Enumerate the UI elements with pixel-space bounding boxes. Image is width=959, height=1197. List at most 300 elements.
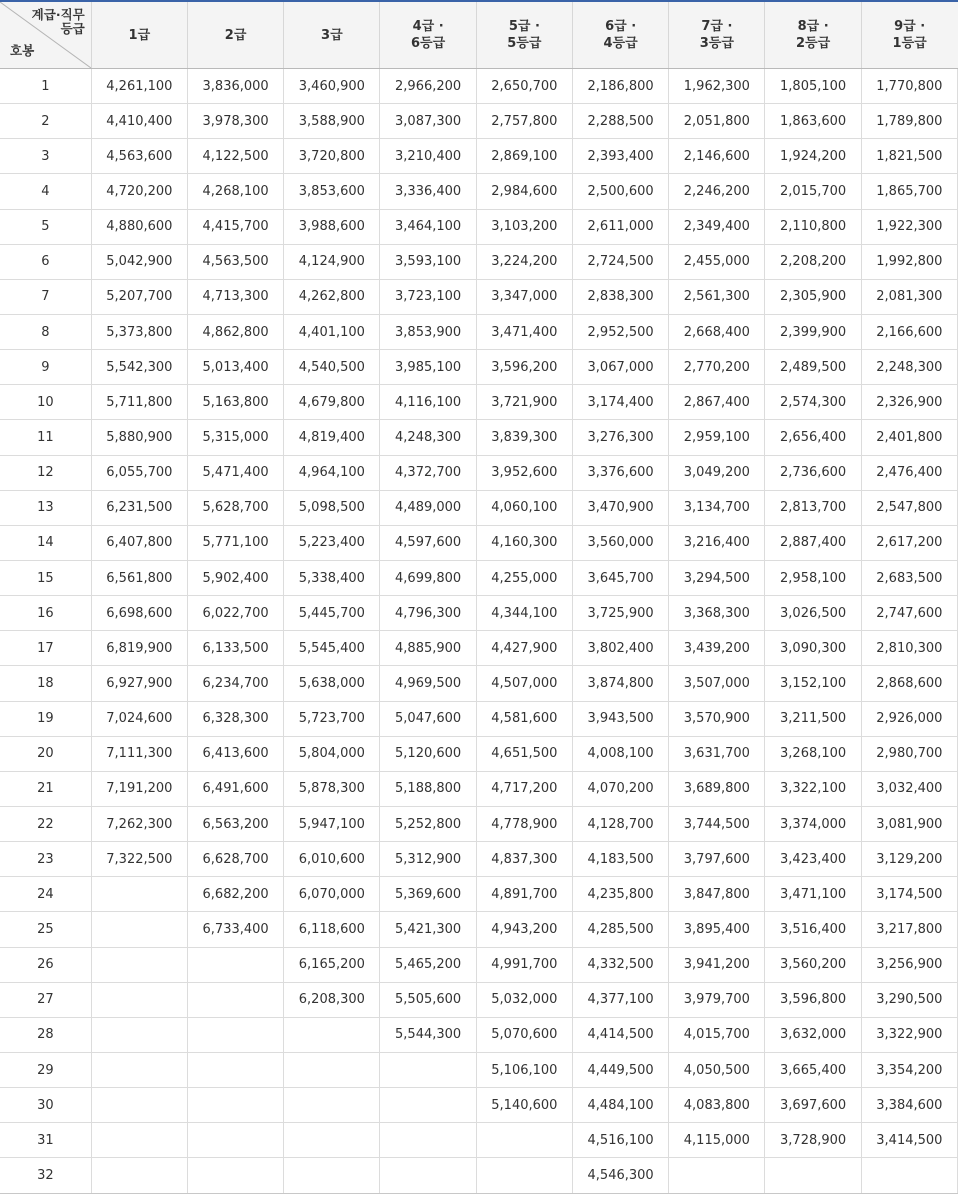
salary-cell: 4,484,100	[572, 1088, 668, 1123]
grade-axis-label-line1: 계급·직무	[31, 7, 85, 22]
salary-cell: 4,122,500	[187, 139, 283, 174]
salary-cell: 2,305,900	[765, 279, 861, 314]
salary-cell: 6,118,600	[284, 912, 380, 947]
salary-cell: 6,165,200	[284, 947, 380, 982]
salary-cell: 3,570,900	[669, 701, 765, 736]
salary-cell: 2,051,800	[669, 104, 765, 139]
salary-cell: 2,926,000	[861, 701, 957, 736]
column-header	[284, 1, 380, 69]
step-number-cell: 21	[0, 771, 91, 806]
salary-cell: 3,853,600	[284, 174, 380, 209]
salary-cell: 2,959,100	[669, 420, 765, 455]
salary-cell: 3,631,700	[669, 736, 765, 771]
salary-cell: 3,276,300	[572, 420, 668, 455]
salary-cell: 5,120,600	[380, 736, 476, 771]
salary-cell: 5,638,000	[284, 666, 380, 701]
salary-cell: 2,393,400	[572, 139, 668, 174]
salary-cell: 6,231,500	[91, 490, 187, 525]
salary-cell: 4,414,500	[572, 1017, 668, 1052]
column-header-line1: 6급 ·	[605, 19, 637, 34]
column-header-line2: 2등급	[796, 36, 831, 51]
salary-cell: 4,516,100	[572, 1123, 668, 1158]
step-number-cell: 5	[0, 209, 91, 244]
salary-cell: 3,322,100	[765, 771, 861, 806]
salary-cell	[380, 1123, 476, 1158]
salary-cell: 3,049,200	[669, 455, 765, 490]
salary-cell: 5,312,900	[380, 842, 476, 877]
table-row	[0, 1158, 958, 1193]
table-row	[0, 947, 958, 982]
step-number-cell: 29	[0, 1052, 91, 1087]
salary-cell: 2,489,500	[765, 350, 861, 385]
salary-cell: 3,103,200	[476, 209, 572, 244]
salary-cell: 4,489,000	[380, 490, 476, 525]
salary-cell: 4,008,100	[572, 736, 668, 771]
salary-cell: 1,865,700	[861, 174, 957, 209]
salary-cell: 4,116,100	[380, 385, 476, 420]
salary-cell: 3,560,200	[765, 947, 861, 982]
salary-cell: 4,262,800	[284, 279, 380, 314]
step-number-cell: 3	[0, 139, 91, 174]
salary-cell: 3,087,300	[380, 104, 476, 139]
salary-cell: 4,563,600	[91, 139, 187, 174]
salary-cell: 4,699,800	[380, 560, 476, 595]
salary-cell: 2,810,300	[861, 631, 957, 666]
salary-cell: 4,891,700	[476, 877, 572, 912]
salary-cell: 3,596,200	[476, 350, 572, 385]
table-row	[0, 525, 958, 560]
salary-cell	[669, 1158, 765, 1193]
salary-cell: 5,505,600	[380, 982, 476, 1017]
salary-cell: 6,055,700	[91, 455, 187, 490]
salary-cell: 3,294,500	[669, 560, 765, 595]
column-header-line1: 9급 ·	[894, 19, 926, 34]
salary-cell: 3,689,800	[669, 771, 765, 806]
salary-cell: 3,439,200	[669, 631, 765, 666]
salary-cell: 1,922,300	[861, 209, 957, 244]
grade-axis-label	[32, 8, 85, 36]
salary-cell: 6,682,200	[187, 877, 283, 912]
salary-cell: 5,880,900	[91, 420, 187, 455]
salary-cell: 4,401,100	[284, 314, 380, 349]
salary-cell: 6,133,500	[187, 631, 283, 666]
column-header	[187, 1, 283, 69]
salary-cell: 1,789,800	[861, 104, 957, 139]
table-row	[0, 314, 958, 349]
step-number-cell: 7	[0, 279, 91, 314]
salary-cell: 3,374,000	[765, 806, 861, 841]
column-header-line2: 6등급	[411, 36, 446, 51]
salary-cell: 3,081,900	[861, 806, 957, 841]
salary-cell: 4,943,200	[476, 912, 572, 947]
step-number-cell: 2	[0, 104, 91, 139]
salary-cell: 3,368,300	[669, 596, 765, 631]
salary-cell: 3,725,900	[572, 596, 668, 631]
salary-cell: 5,902,400	[187, 560, 283, 595]
salary-cell: 2,869,100	[476, 139, 572, 174]
salary-cell: 2,736,600	[765, 455, 861, 490]
salary-cell: 3,723,100	[380, 279, 476, 314]
salary-cell: 2,770,200	[669, 350, 765, 385]
salary-cell: 2,650,700	[476, 69, 572, 104]
table-row	[0, 279, 958, 314]
salary-cell: 4,248,300	[380, 420, 476, 455]
salary-cell: 3,224,200	[476, 244, 572, 279]
salary-cell: 3,665,400	[765, 1052, 861, 1087]
salary-cell: 3,174,400	[572, 385, 668, 420]
salary-cell: 6,022,700	[187, 596, 283, 631]
salary-cell: 5,070,600	[476, 1017, 572, 1052]
salary-cell: 3,347,000	[476, 279, 572, 314]
salary-cell	[861, 1158, 957, 1193]
step-number-cell: 12	[0, 455, 91, 490]
salary-cell: 5,207,700	[91, 279, 187, 314]
salary-cell: 4,507,000	[476, 666, 572, 701]
salary-cell: 5,188,800	[380, 771, 476, 806]
salary-cell: 3,588,900	[284, 104, 380, 139]
salary-cell: 3,507,000	[669, 666, 765, 701]
salary-cell	[91, 1123, 187, 1158]
salary-cell: 3,464,100	[380, 209, 476, 244]
salary-cell: 1,770,800	[861, 69, 957, 104]
step-number-cell: 31	[0, 1123, 91, 1158]
salary-cell: 2,110,800	[765, 209, 861, 244]
salary-cell	[91, 877, 187, 912]
salary-cell: 5,542,300	[91, 350, 187, 385]
salary-cell: 1,863,600	[765, 104, 861, 139]
step-number-cell: 10	[0, 385, 91, 420]
salary-cell	[187, 1017, 283, 1052]
table-row	[0, 69, 958, 104]
salary-cell: 3,354,200	[861, 1052, 957, 1087]
salary-cell: 5,252,800	[380, 806, 476, 841]
salary-cell: 1,992,800	[861, 244, 957, 279]
step-number-cell: 4	[0, 174, 91, 209]
salary-cell: 4,415,700	[187, 209, 283, 244]
salary-cell: 5,465,200	[380, 947, 476, 982]
salary-cell: 4,713,300	[187, 279, 283, 314]
salary-cell: 3,268,100	[765, 736, 861, 771]
table-row	[0, 1052, 958, 1087]
salary-cell: 4,563,500	[187, 244, 283, 279]
salary-cell: 7,262,300	[91, 806, 187, 841]
table-row	[0, 631, 958, 666]
salary-cell: 5,723,700	[284, 701, 380, 736]
salary-cell: 2,813,700	[765, 490, 861, 525]
salary-cell: 4,862,800	[187, 314, 283, 349]
salary-cell: 4,679,800	[284, 385, 380, 420]
table-row	[0, 209, 958, 244]
salary-cell: 4,837,300	[476, 842, 572, 877]
step-number-cell: 14	[0, 525, 91, 560]
salary-cell	[187, 1088, 283, 1123]
salary-cell	[91, 1158, 187, 1193]
step-number-cell: 24	[0, 877, 91, 912]
column-header-line1: 1급	[128, 27, 151, 43]
salary-cell: 3,853,900	[380, 314, 476, 349]
salary-cell: 4,969,500	[380, 666, 476, 701]
salary-cell: 4,546,300	[572, 1158, 668, 1193]
salary-cell: 5,471,400	[187, 455, 283, 490]
salary-cell: 4,540,500	[284, 350, 380, 385]
salary-cell: 3,697,600	[765, 1088, 861, 1123]
table-row	[0, 596, 958, 631]
step-number-cell: 8	[0, 314, 91, 349]
salary-cell: 7,111,300	[91, 736, 187, 771]
salary-cell: 5,013,400	[187, 350, 283, 385]
salary-cell: 4,410,400	[91, 104, 187, 139]
step-number-cell: 9	[0, 350, 91, 385]
salary-cell: 3,134,700	[669, 490, 765, 525]
column-header-line1: 5급 ·	[508, 19, 540, 34]
column-header-line1: 7급 ·	[701, 19, 733, 34]
salary-cell: 7,024,600	[91, 701, 187, 736]
salary-cell: 3,460,900	[284, 69, 380, 104]
corner-header-cell	[0, 1, 91, 69]
salary-cell: 2,476,400	[861, 455, 957, 490]
header-row	[0, 1, 958, 69]
salary-cell: 6,698,600	[91, 596, 187, 631]
salary-cell: 4,332,500	[572, 947, 668, 982]
step-number-cell: 13	[0, 490, 91, 525]
salary-cell: 2,547,800	[861, 490, 957, 525]
salary-cell: 3,744,500	[669, 806, 765, 841]
salary-cell	[91, 1088, 187, 1123]
salary-cell: 4,427,900	[476, 631, 572, 666]
salary-cell: 3,216,400	[669, 525, 765, 560]
salary-cell: 4,717,200	[476, 771, 572, 806]
salary-cell: 3,090,300	[765, 631, 861, 666]
salary-cell: 2,500,600	[572, 174, 668, 209]
salary-cell: 2,246,200	[669, 174, 765, 209]
salary-cell: 3,802,400	[572, 631, 668, 666]
salary-cell: 4,796,300	[380, 596, 476, 631]
salary-cell: 6,819,900	[91, 631, 187, 666]
table-row	[0, 701, 958, 736]
salary-cell: 3,516,400	[765, 912, 861, 947]
salary-cell: 4,261,100	[91, 69, 187, 104]
salary-cell: 2,146,600	[669, 139, 765, 174]
step-number-cell: 15	[0, 560, 91, 595]
salary-cell: 6,628,700	[187, 842, 283, 877]
salary-cell: 2,561,300	[669, 279, 765, 314]
salary-cell	[187, 1158, 283, 1193]
salary-cell: 2,455,000	[669, 244, 765, 279]
table-row	[0, 385, 958, 420]
salary-cell: 2,248,300	[861, 350, 957, 385]
salary-cell	[284, 1088, 380, 1123]
table-row	[0, 771, 958, 806]
salary-cell: 2,326,900	[861, 385, 957, 420]
salary-cell: 3,322,900	[861, 1017, 957, 1052]
salary-cell: 3,895,400	[669, 912, 765, 947]
column-header	[91, 1, 187, 69]
salary-cell: 2,208,200	[765, 244, 861, 279]
table-row	[0, 806, 958, 841]
salary-cell: 2,757,800	[476, 104, 572, 139]
salary-cell: 4,778,900	[476, 806, 572, 841]
table-row	[0, 560, 958, 595]
salary-cell: 3,152,100	[765, 666, 861, 701]
salary-cell: 1,805,100	[765, 69, 861, 104]
salary-cell: 3,336,400	[380, 174, 476, 209]
salary-cell: 3,943,500	[572, 701, 668, 736]
salary-cell: 5,223,400	[284, 525, 380, 560]
salary-cell: 3,414,500	[861, 1123, 957, 1158]
salary-cell: 3,941,200	[669, 947, 765, 982]
salary-cell: 3,839,300	[476, 420, 572, 455]
salary-cell: 4,285,500	[572, 912, 668, 947]
salary-cell	[91, 912, 187, 947]
salary-cell	[187, 1123, 283, 1158]
salary-cell: 5,373,800	[91, 314, 187, 349]
salary-cell: 3,978,300	[187, 104, 283, 139]
salary-cell: 3,471,400	[476, 314, 572, 349]
salary-cell: 2,668,400	[669, 314, 765, 349]
salary-cell: 4,372,700	[380, 455, 476, 490]
salary-cell: 2,958,100	[765, 560, 861, 595]
salary-cell	[187, 947, 283, 982]
salary-cell	[284, 1123, 380, 1158]
salary-cell: 2,984,600	[476, 174, 572, 209]
salary-cell: 3,032,400	[861, 771, 957, 806]
salary-cell: 2,656,400	[765, 420, 861, 455]
step-number-cell: 27	[0, 982, 91, 1017]
salary-cell: 3,979,700	[669, 982, 765, 1017]
salary-cell: 2,966,200	[380, 69, 476, 104]
salary-cell: 5,106,100	[476, 1052, 572, 1087]
column-header-line2: 3등급	[699, 36, 734, 51]
salary-cell: 4,015,700	[669, 1017, 765, 1052]
salary-cell: 2,724,500	[572, 244, 668, 279]
table-row	[0, 455, 958, 490]
salary-cell: 5,545,400	[284, 631, 380, 666]
salary-cell: 3,836,000	[187, 69, 283, 104]
salary-cell: 4,885,900	[380, 631, 476, 666]
salary-cell: 5,804,000	[284, 736, 380, 771]
table-row	[0, 842, 958, 877]
table-row	[0, 912, 958, 947]
salary-cell: 4,581,600	[476, 701, 572, 736]
salary-cell	[380, 1052, 476, 1087]
salary-cell: 3,596,800	[765, 982, 861, 1017]
salary-cell: 2,166,600	[861, 314, 957, 349]
salary-cell	[91, 947, 187, 982]
salary-cell: 4,991,700	[476, 947, 572, 982]
salary-cell: 2,611,000	[572, 209, 668, 244]
salary-cell: 3,721,900	[476, 385, 572, 420]
salary-cell: 3,470,900	[572, 490, 668, 525]
column-header-line1: 8급 ·	[797, 19, 829, 34]
salary-cell: 4,377,100	[572, 982, 668, 1017]
salary-cell: 2,399,900	[765, 314, 861, 349]
salary-cell: 4,160,300	[476, 525, 572, 560]
table-body	[0, 69, 958, 1194]
salary-cell: 5,140,600	[476, 1088, 572, 1123]
salary-cell: 4,720,200	[91, 174, 187, 209]
salary-cell: 5,042,900	[91, 244, 187, 279]
salary-cell: 3,874,800	[572, 666, 668, 701]
salary-cell: 6,407,800	[91, 525, 187, 560]
salary-cell: 2,747,600	[861, 596, 957, 631]
salary-cell	[91, 982, 187, 1017]
salary-cell: 3,645,700	[572, 560, 668, 595]
salary-cell: 4,060,100	[476, 490, 572, 525]
salary-cell: 5,544,300	[380, 1017, 476, 1052]
salary-cell: 2,401,800	[861, 420, 957, 455]
salary-cell	[284, 1017, 380, 1052]
salary-cell: 4,115,000	[669, 1123, 765, 1158]
step-number-cell: 30	[0, 1088, 91, 1123]
salary-cell: 3,988,600	[284, 209, 380, 244]
salary-cell	[765, 1158, 861, 1193]
salary-cell: 4,880,600	[91, 209, 187, 244]
salary-cell: 3,217,800	[861, 912, 957, 947]
salary-cell: 6,234,700	[187, 666, 283, 701]
salary-cell: 6,070,000	[284, 877, 380, 912]
salary-cell: 4,050,500	[669, 1052, 765, 1087]
salary-cell: 4,183,500	[572, 842, 668, 877]
salary-cell: 5,711,800	[91, 385, 187, 420]
salary-cell: 3,211,500	[765, 701, 861, 736]
salary-cell: 2,887,400	[765, 525, 861, 560]
salary-cell	[187, 1052, 283, 1087]
salary-cell: 5,098,500	[284, 490, 380, 525]
salary-cell: 5,947,100	[284, 806, 380, 841]
salary-cell	[284, 1158, 380, 1193]
salary-cell: 2,015,700	[765, 174, 861, 209]
column-header-line1: 3급	[321, 27, 343, 43]
salary-cell: 4,083,800	[669, 1088, 765, 1123]
salary-cell: 4,344,100	[476, 596, 572, 631]
step-number-cell: 1	[0, 69, 91, 104]
salary-cell	[476, 1158, 572, 1193]
column-header-line1: 4급 ·	[412, 19, 444, 34]
salary-cell: 2,838,300	[572, 279, 668, 314]
salary-cell: 5,445,700	[284, 596, 380, 631]
salary-cell	[380, 1088, 476, 1123]
salary-cell: 3,026,500	[765, 596, 861, 631]
table-row	[0, 104, 958, 139]
salary-cell	[91, 1052, 187, 1087]
salary-cell: 4,964,100	[284, 455, 380, 490]
salary-cell: 1,962,300	[669, 69, 765, 104]
table-row	[0, 244, 958, 279]
step-number-cell: 19	[0, 701, 91, 736]
column-header	[380, 1, 476, 69]
salary-cell: 2,980,700	[861, 736, 957, 771]
column-header-line2: 4등급	[603, 36, 638, 51]
salary-cell: 4,268,100	[187, 174, 283, 209]
salary-cell: 6,413,600	[187, 736, 283, 771]
table-row	[0, 666, 958, 701]
table-row	[0, 1088, 958, 1123]
salary-cell: 3,210,400	[380, 139, 476, 174]
salary-cell: 3,593,100	[380, 244, 476, 279]
salary-cell	[187, 982, 283, 1017]
step-number-cell: 18	[0, 666, 91, 701]
salary-cell: 4,124,900	[284, 244, 380, 279]
salary-cell: 3,174,500	[861, 877, 957, 912]
salary-cell: 3,471,100	[765, 877, 861, 912]
salary-cell: 6,208,300	[284, 982, 380, 1017]
step-number-cell: 20	[0, 736, 91, 771]
salary-cell: 3,720,800	[284, 139, 380, 174]
salary-cell: 6,563,200	[187, 806, 283, 841]
salary-cell: 4,819,400	[284, 420, 380, 455]
column-header	[669, 1, 765, 69]
salary-cell: 1,821,500	[861, 139, 957, 174]
